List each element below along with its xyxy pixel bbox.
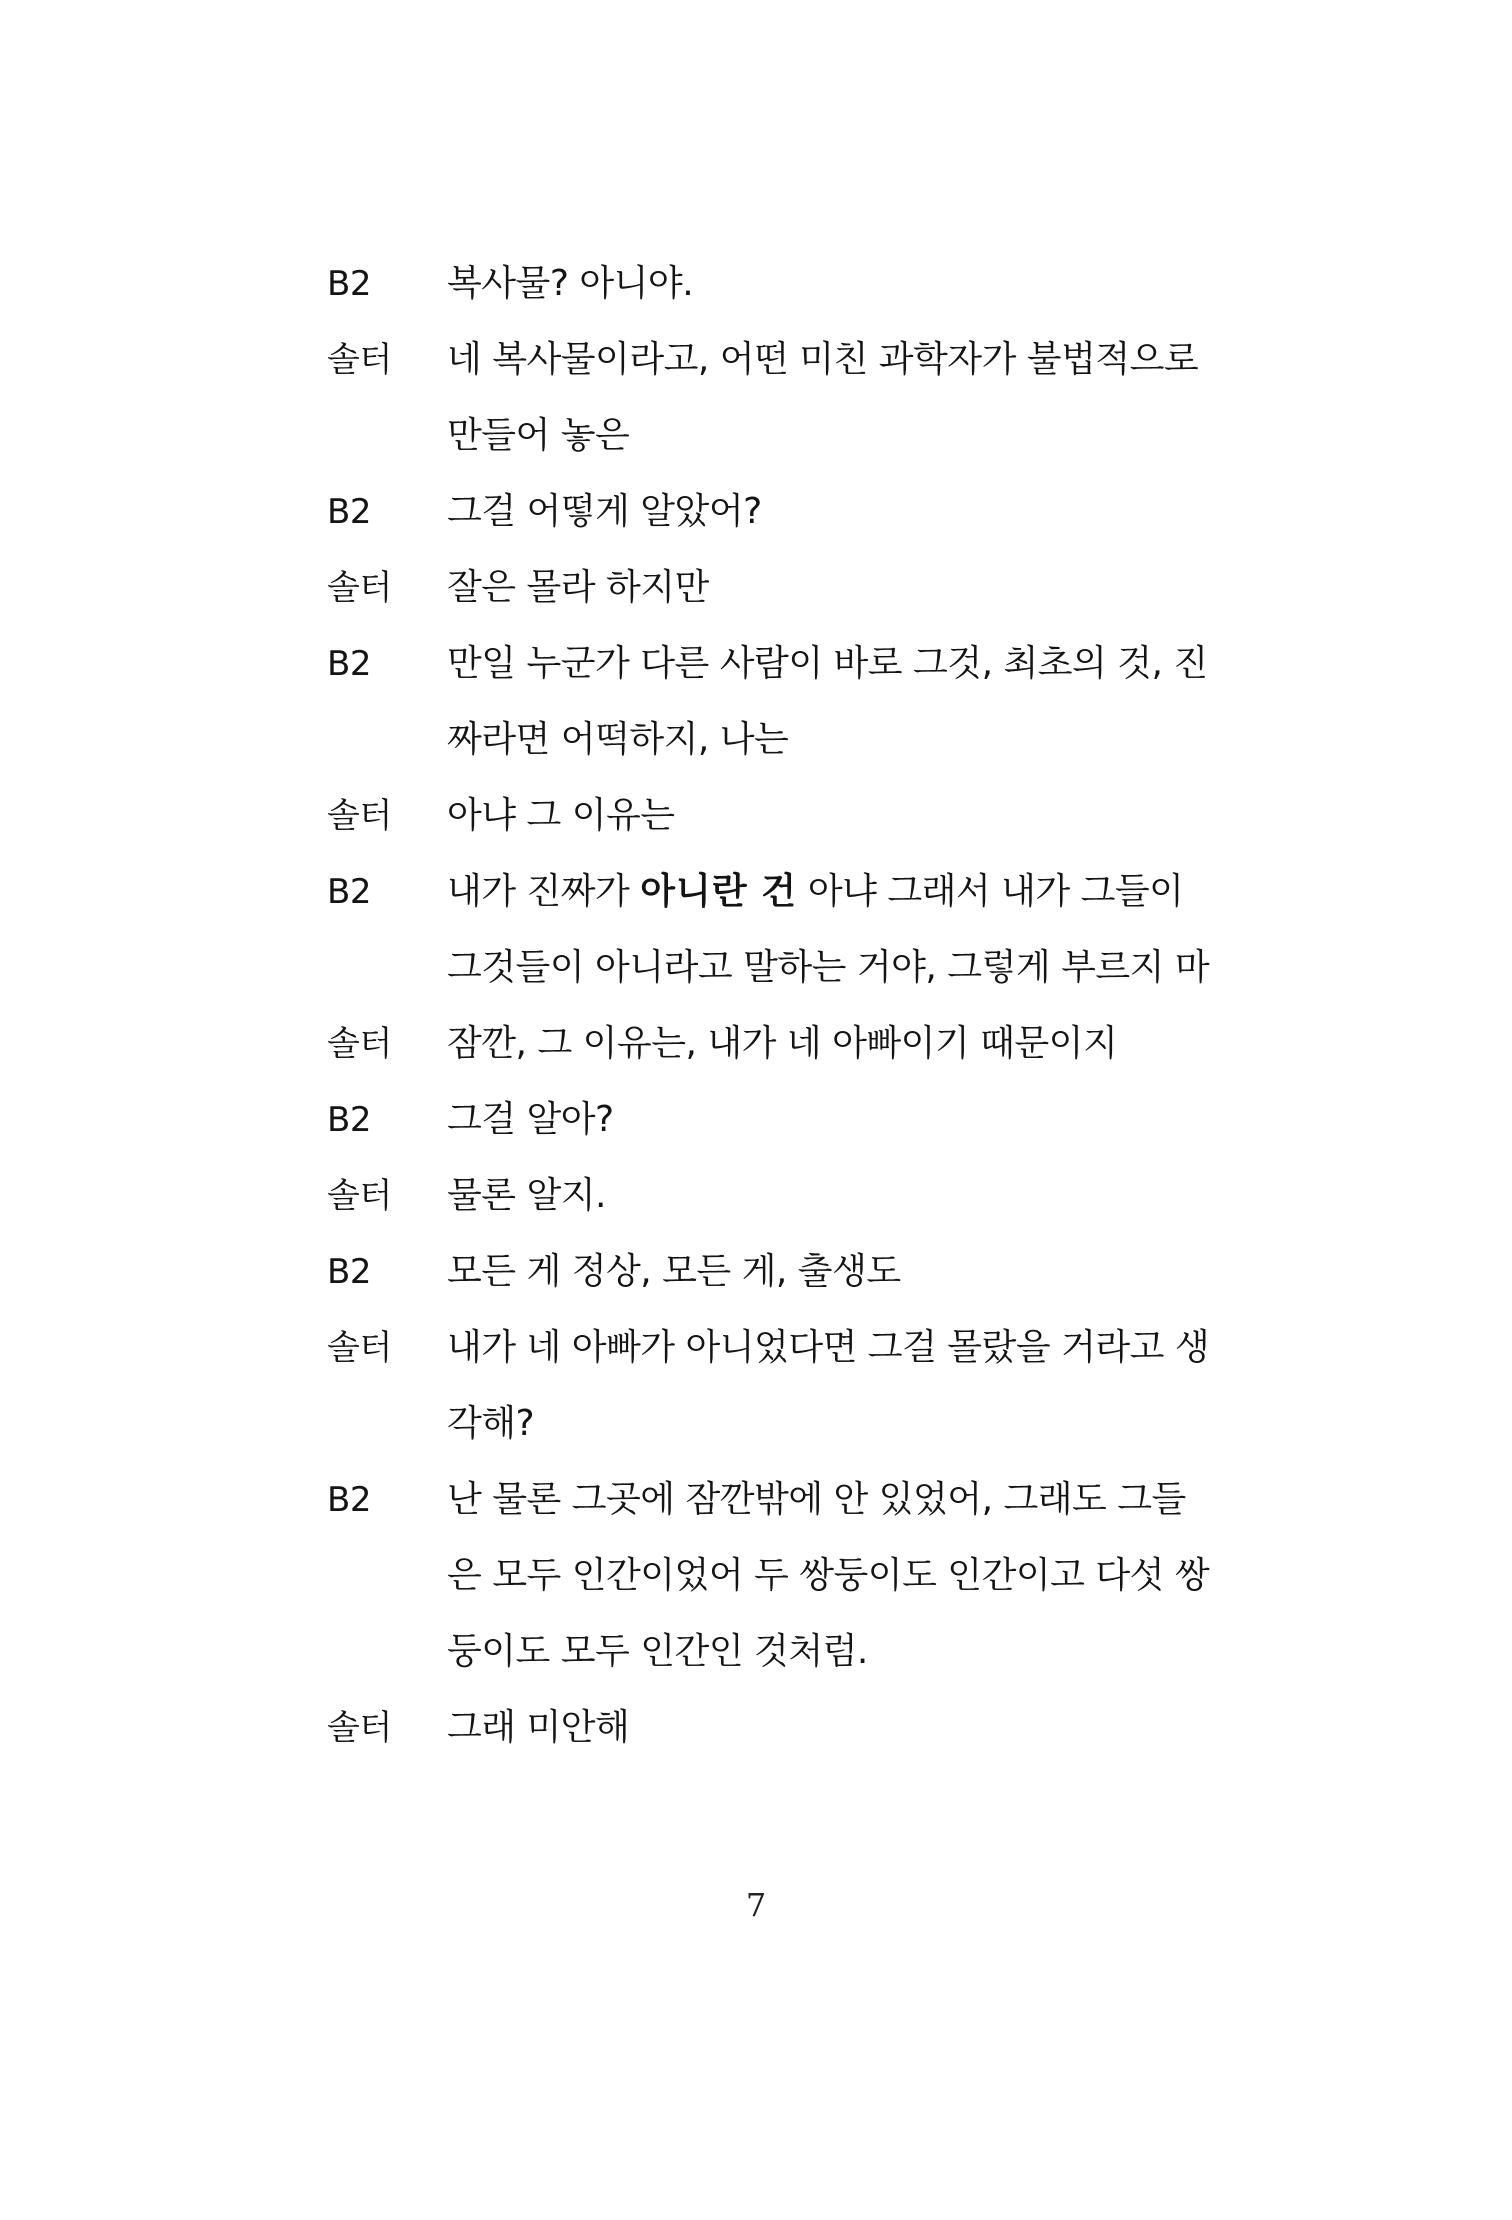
dialogue-line [327, 778, 1267, 854]
speaker-name: B2 [327, 644, 371, 684]
dialogue-line [327, 1158, 1267, 1234]
speaker-name: 솔터 [327, 1024, 392, 1064]
dialogue-line [327, 1082, 1267, 1158]
speaker-name: B2 [327, 1480, 371, 1520]
dialogue-text: 아냐 그 이유는 [447, 795, 675, 836]
dialogue-text: 모든 게 정상, 모든 게, 출생도 [447, 1251, 901, 1292]
speaker-name: 솔터 [327, 340, 392, 380]
dialogue-line [327, 322, 1267, 474]
speaker-name: 솔터 [327, 568, 392, 608]
speaker-name: B2 [327, 264, 371, 304]
script-dialogue [327, 246, 1267, 1766]
dialogue-text: 내가 네 아빠가 아니었다면 그걸 몰랐을 거라고 생 각해? [447, 1327, 1210, 1444]
speaker-name: B2 [327, 1252, 371, 1292]
dialogue-line [327, 246, 1267, 322]
dialogue-line [327, 626, 1267, 778]
text-segment: 내가 진짜가 [447, 871, 641, 912]
speaker-name: 솔터 [327, 1328, 392, 1368]
emphasized-text: 아니란 건 [640, 871, 797, 912]
dialogue-line [327, 1310, 1267, 1462]
dialogue-line [327, 1462, 1267, 1690]
dialogue-line [327, 550, 1267, 626]
dialogue-line [327, 1234, 1267, 1310]
dialogue-text: 그걸 알아? [447, 1099, 614, 1140]
speaker-name: 솔터 [327, 796, 392, 836]
dialogue-line [327, 474, 1267, 550]
dialogue-text: 네 복사물이라고, 어떤 미친 과학자가 불법적으로 만들어 놓은 [447, 339, 1199, 456]
dialogue-text: 난 물론 그곳에 잠깐밖에 안 있었어, 그래도 그들 은 모두 인간이었어 두 쌍둥이도 인간이고 다섯 쌍 둥이도 모두 인간인 것처럼. [447, 1479, 1210, 1672]
speaker-name: 솔터 [327, 1708, 392, 1748]
dialogue-text: 잠깐, 그 이유는, 내가 네 아빠이기 때문이지 [447, 1023, 1118, 1064]
dialogue-text: 물론 알지. [447, 1175, 606, 1216]
dialogue-line [327, 1690, 1267, 1766]
dialogue-text: 만일 누군가 다른 사람이 바로 그것, 최초의 것, 진 짜라면 어떡하지, 나는 [447, 643, 1208, 760]
dialogue-text: 잘은 몰라 하지만 [447, 567, 709, 608]
dialogue-text: 내가 진짜가 아니란 건 아냐 그래서 내가 그들이 그것들이 아니라고 말하는 거야, 그렇게 부르지 마 [447, 871, 1210, 988]
speaker-name: B2 [327, 1100, 371, 1140]
dialogue-line [327, 1006, 1267, 1082]
speaker-name: B2 [327, 872, 371, 912]
page-number: 7 [745, 1886, 767, 1924]
dialogue-line [327, 854, 1267, 1006]
dialogue-text: 그래 미안해 [447, 1707, 630, 1748]
speaker-name: 솔터 [327, 1176, 392, 1216]
text-segment: 아냐 그래서 내가 그들이 [796, 871, 1184, 912]
dialogue-text: 그걸 어떻게 알았어? [447, 491, 762, 532]
speaker-name: B2 [327, 492, 371, 532]
dialogue-text: 복사물? 아니야. [447, 263, 694, 304]
